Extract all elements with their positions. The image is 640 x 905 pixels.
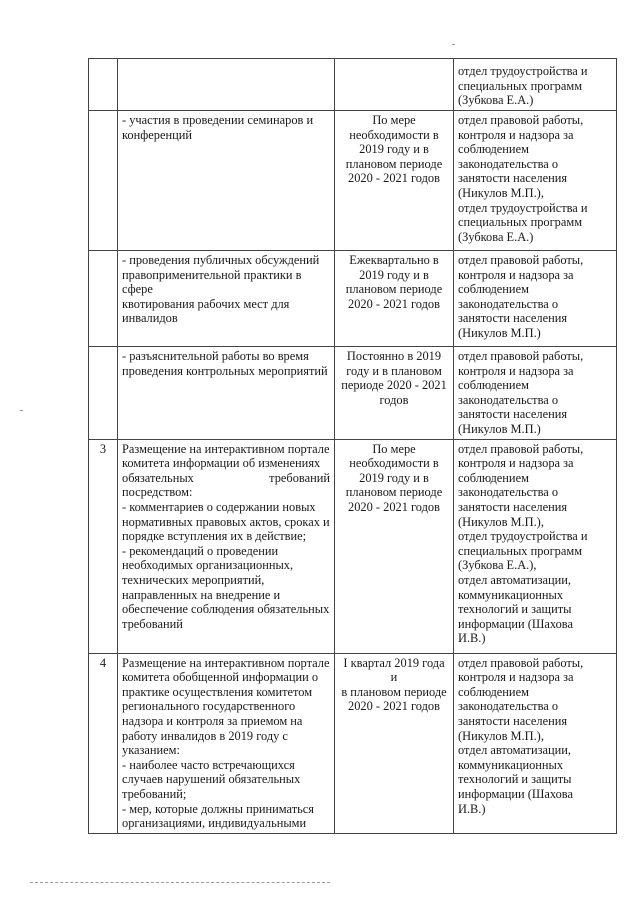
measure-description-line: - наиболее часто встречающихся (122, 757, 295, 772)
responsible-line: отдел трудоустройства и (458, 529, 588, 544)
responsible-line: занятости населения (458, 171, 568, 186)
table-row (89, 439, 617, 653)
measure-description-line: правоприменительной практики в сфере (122, 267, 302, 297)
measures-table (88, 58, 617, 834)
period-line: необходимости в (349, 456, 439, 471)
period-line: По мере (372, 113, 416, 127)
period-line: необходимости в (349, 127, 439, 142)
measure-description-line: практике осуществления комитетом (122, 684, 313, 699)
row-number (89, 111, 118, 251)
period-cell (335, 111, 454, 251)
responsible-line: (Никулов М.П.), (458, 514, 544, 529)
responsible-line: (Никулов М.П.) (458, 421, 541, 436)
measure-description-line: Размещение на интерактивном портале (122, 655, 330, 670)
row-number (89, 347, 118, 440)
measure-description-line: - проведения публичных обсуждений (122, 253, 320, 267)
responsible-line: контроля и надзора за (458, 127, 574, 142)
responsible-line: контроля и надзора за (458, 670, 574, 685)
measure-description-line: организациями, индивидуальными (122, 816, 307, 831)
period-line: плановом периоде (345, 156, 443, 171)
responsible-cell (454, 439, 617, 653)
period-cell (335, 59, 454, 111)
period-line: году и в плановом (346, 363, 442, 378)
responsible-line: И.В.) (458, 631, 486, 646)
row-number: 4 (89, 653, 118, 833)
responsible-cell (454, 111, 617, 251)
responsible-line: законодательства о (458, 699, 559, 714)
responsible-line: соблюдением (458, 282, 529, 297)
table-row (89, 251, 617, 347)
measure-description-line: случаев нарушений обязательных (122, 772, 301, 787)
table-row (89, 111, 617, 251)
responsible-line: занятости населения (458, 713, 568, 728)
responsible-line: отдел правовой работы, (458, 253, 584, 267)
measure-description-cell (118, 653, 335, 833)
measure-description-line: нормативных правовых актов, сроках и (122, 514, 330, 529)
period-line: 2020 - 2021 годов (348, 699, 440, 714)
responsible-line: занятости населения (458, 499, 568, 514)
period-line: плановом периоде (345, 282, 443, 297)
measure-description-line: инвалидов (122, 311, 178, 326)
measure-description-line: квотирования рабочих мест для (122, 296, 290, 311)
table-row (89, 59, 617, 111)
responsible-line: отдел автоматизации, (458, 743, 571, 758)
measure-description-line: требований; (122, 786, 187, 801)
responsible-line: занятости населения (458, 311, 568, 326)
responsible-line: (Зубкова Е.А.) (458, 229, 534, 244)
responsible-line: коммуникационных (458, 757, 564, 772)
responsible-line: контроля и надзора за (458, 267, 574, 282)
measure-description-line: работу инвалидов в 2019 году с (122, 728, 288, 743)
responsible-line: соблюдением (458, 684, 529, 699)
measure-description-line: регионального государственного (122, 699, 296, 714)
measure-description-line: Размещение на интерактивном портале (122, 441, 330, 456)
period-line: в плановом периоде (341, 684, 447, 699)
responsible-line: соблюдением (458, 142, 529, 157)
responsible-line: специальных программ (458, 543, 583, 558)
scan-speck (20, 410, 23, 411)
period-line: годов (379, 392, 409, 407)
measure-description-cell (118, 439, 335, 653)
period-cell (335, 653, 454, 833)
responsible-line: (Зубкова Е.А.) (458, 93, 534, 108)
table-body (89, 59, 617, 834)
row-number: 3 (89, 439, 118, 653)
measure-description-line: - разъяснительной работы во время (122, 349, 309, 363)
period-line: 2019 году и в (359, 267, 429, 282)
responsible-line: технологий и защиты (458, 602, 572, 617)
measure-description-line: проведения контрольных мероприятий (122, 363, 328, 378)
measure-description-cell (118, 59, 335, 111)
responsible-line: отдел трудоустройства и (458, 200, 588, 215)
measure-description-line: требований (122, 616, 183, 631)
measure-description-line: обеспечение соблюдения обязательных (122, 602, 330, 617)
responsible-line: специальных программ (458, 215, 583, 230)
period-cell (335, 347, 454, 440)
measure-description-cell (118, 111, 335, 251)
period-line: 2020 - 2021 годов (348, 499, 440, 514)
period-line: По мере (372, 441, 416, 456)
responsible-line: контроля и надзора за (458, 363, 574, 378)
responsible-line: отдел правовой работы, (458, 655, 584, 670)
measure-description-line: необходимых организационных, (122, 558, 294, 573)
period-line: Ежеквартально в (349, 253, 439, 267)
responsible-line: (Никулов М.П.) (458, 325, 541, 340)
period-line: 2019 году и в (359, 470, 429, 485)
responsible-line: (Зубкова Е.А.), (458, 558, 537, 573)
measure-description-line: порядке вступления их в действие; (122, 529, 307, 544)
measure-description-line: технических мероприятий, (122, 572, 265, 587)
measure-description-line: - рекомендаций о проведении (122, 543, 279, 558)
measure-description-line: конференций (122, 127, 192, 142)
responsible-line: законодательства о (458, 156, 559, 171)
responsible-line: законодательства о (458, 296, 559, 311)
responsible-line: (Никулов М.П.), (458, 185, 544, 200)
responsible-line: законодательства о (458, 485, 559, 500)
responsible-cell (454, 59, 617, 111)
measure-description-line: - комментариев о содержании новых (122, 499, 316, 514)
table-row (89, 653, 617, 833)
responsible-line: занятости населения (458, 407, 568, 422)
period-line: периоде 2020 - 2021 (341, 378, 447, 393)
period-line: 2020 - 2021 годов (348, 296, 440, 311)
measure-description-line: направленных на внедрение и (122, 587, 281, 602)
responsible-line: И.В.) (458, 801, 486, 816)
footer-rule (30, 882, 330, 883)
measure-description-cell (118, 251, 335, 347)
table-row (89, 347, 617, 440)
responsible-line: контроля и надзора за (458, 456, 574, 471)
measure-description-line: обязательных требований посредством: (122, 470, 330, 500)
measure-description-line: комитета информации об изменениях (122, 456, 321, 471)
responsible-cell (454, 653, 617, 833)
measure-description-line: - мер, которые должны приниматься (122, 801, 314, 816)
responsible-cell (454, 347, 617, 440)
responsible-line: отдел правовой работы, (458, 349, 584, 363)
responsible-line: специальных программ (458, 78, 583, 93)
responsible-line: отдел правовой работы, (458, 441, 584, 456)
period-line: 2020 - 2021 годов (348, 171, 440, 186)
period-cell (335, 251, 454, 347)
responsible-line: соблюдением (458, 470, 529, 485)
responsible-line: информации (Шахова (458, 786, 573, 801)
period-line: I квартал 2019 года и (343, 655, 445, 685)
measure-description-line: - участия в проведении семинаров и (122, 113, 314, 127)
responsible-line: отдел автоматизации, (458, 572, 571, 587)
row-number (89, 251, 118, 347)
measure-description-line: указанием: (122, 743, 180, 758)
period-line: Постоянно в 2019 (346, 349, 442, 363)
period-cell (335, 439, 454, 653)
measure-description-cell (118, 347, 335, 440)
responsible-line: информации (Шахова (458, 616, 573, 631)
measure-description-line: комитета обобщенной информации о (122, 670, 319, 685)
responsible-line: технологий и защиты (458, 772, 572, 787)
scan-speck (452, 44, 455, 45)
period-line: 2019 году и в (359, 142, 429, 157)
responsible-cell (454, 251, 617, 347)
measure-description-line: надзора и контроля за приемом на (122, 713, 303, 728)
responsible-line: законодательства о (458, 392, 559, 407)
responsible-line: отдел трудоустройства и (458, 64, 588, 79)
responsible-line: соблюдением (458, 378, 529, 393)
responsible-line: отдел правовой работы, (458, 113, 584, 127)
period-line: плановом периоде (345, 485, 443, 500)
row-number (89, 59, 118, 111)
responsible-line: (Никулов М.П.), (458, 728, 544, 743)
responsible-line: коммуникационных (458, 587, 564, 602)
